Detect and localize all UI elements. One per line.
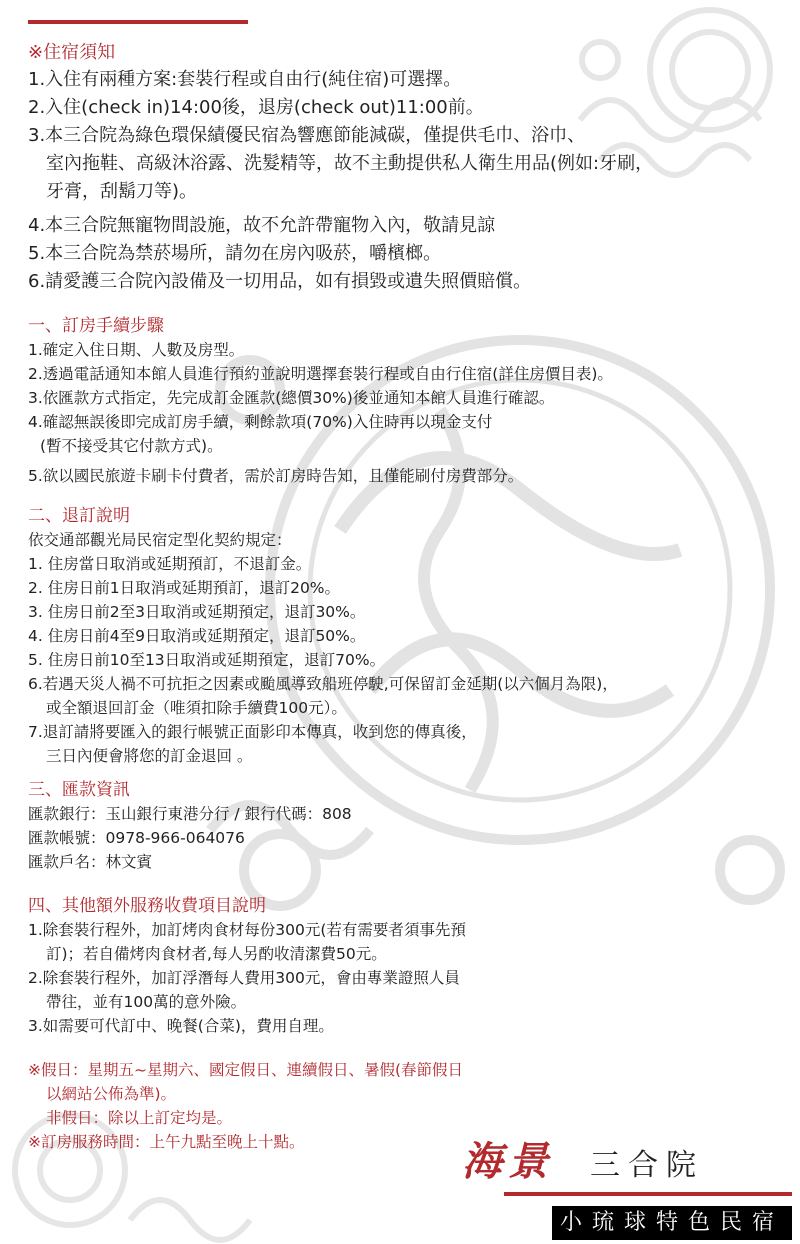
- brand-underline: [504, 1192, 792, 1196]
- brand-logo: [462, 1130, 792, 1240]
- non-holiday-definition: 非假日：除以上訂定均是。: [46, 1109, 233, 1127]
- refund-item: 2. 住房日前1日取消或延期預訂，退訂20%。: [28, 579, 341, 597]
- content: [28, 40, 788, 1154]
- booking-item: 2.透過電話通知本館人員進行預約並說明選擇套裝行程或自由行住宿(詳住房價目表)。: [28, 365, 613, 383]
- extra-item: 2.除套裝行程外，加訂浮潛每人費用300元，會由專業證照人員: [28, 969, 460, 987]
- booking-section: [28, 314, 788, 488]
- refund-item: 或全額退回訂金（唯須扣除手續費100元）。: [46, 699, 347, 717]
- brand-tagline: 小琉球特色民宿: [552, 1206, 792, 1240]
- extra-item: 3.如需要可代訂中、晚餐(合菜)，費用自理。: [28, 1017, 334, 1035]
- refund-item: 4. 住房日前4至9日取消或延期預定，退訂50%。: [28, 627, 366, 645]
- extra-section: [28, 894, 788, 1038]
- refund-item: 3. 住房日前2至3日取消或延期預定，退訂30%。: [28, 603, 366, 621]
- notice-item: 牙膏，刮鬍刀等)。: [46, 181, 198, 202]
- top-accent-line: [28, 20, 248, 24]
- notice-section: [28, 40, 788, 296]
- booking-title: 一、訂房手續步驟: [28, 316, 164, 336]
- notice-item: 5.本三合院為禁菸場所，請勿在房內吸菸，嚼檳榔。: [28, 243, 442, 264]
- notice-item: 室內拖鞋、高級沐浴露、洗髮精等，故不主動提供私人衛生用品(例如:牙刷，: [46, 153, 654, 174]
- holiday-definition-note: 以網站公佈為準)。: [46, 1085, 177, 1103]
- refund-section: [28, 504, 788, 768]
- extra-item: 1.除套裝行程外，加訂烤肉食材每份300元(若有需要者須事先預: [28, 921, 466, 939]
- remit-section: [28, 778, 788, 874]
- service-hours: ※訂房服務時間：上午九點至晚上十點。: [28, 1133, 305, 1151]
- notice-item: 4.本三合院無寵物間設施，故不允許帶寵物入內，敬請見諒: [28, 215, 496, 236]
- booking-item: 5.欲以國民旅遊卡刷卡付費者，需於訂房時告知，且僅能刷付房費部分。: [28, 467, 524, 485]
- refund-item: 7.退訂請將要匯入的銀行帳號正面影印本傳真，收到您的傳真後，: [28, 723, 477, 741]
- booking-item: 4.確認無誤後即完成訂房手續，剩餘款項(70%)入住時再以現金支付: [28, 413, 493, 431]
- notice-item: 3.本三合院為綠色環保績優民宿為響應節能減碳，僅提供毛巾、浴巾、: [28, 125, 586, 146]
- booking-item: (暫不接受其它付款方式)。: [40, 437, 223, 455]
- booking-item: 1.確定入住日期、人數及房型。: [28, 341, 245, 359]
- remit-title: 三、匯款資訊: [28, 780, 130, 800]
- notice-item: 6.請愛護三合院內設備及一切用品，如有損毀或遺失照價賠償。: [28, 271, 532, 292]
- extra-item: 帶往，並有100萬的意外險。: [46, 993, 247, 1011]
- notice-item: 1.入住有兩種方案:套裝行程或自由行(純住宿)可選擇。: [28, 69, 462, 90]
- refund-item: 5. 住房日前10至13日取消或延期預定，退訂70%。: [28, 651, 386, 669]
- refund-item: 1. 住房當日取消或延期預訂，不退訂金。: [28, 555, 312, 573]
- notice-title: ※住宿須知: [28, 42, 116, 63]
- holiday-definition: ※假日：星期五~星期六、國定假日、連續假日、暑假(春節假日: [28, 1061, 464, 1079]
- brand-suffix: 三合院: [590, 1148, 704, 1183]
- refund-title: 二、退訂說明: [28, 506, 130, 526]
- extra-title: 四、其他額外服務收費項目說明: [28, 896, 266, 916]
- remit-account: 匯款帳號：0978-966-064076: [28, 829, 245, 847]
- refund-intro: 依交通部觀光局民宿定型化契約規定：: [28, 531, 292, 549]
- extra-item: 訂)；若自備烤肉食材者,每人另酌收清潔費50元。: [46, 945, 387, 963]
- notice-item: 2.入住(check in)14:00後，退房(check out)11:00前。: [28, 97, 484, 118]
- refund-item: 6.若遇天災人禍不可抗拒之因素或颱風導致船班停駛,可保留訂金延期(以六個月為限)，: [28, 675, 618, 693]
- remit-bank: 匯款銀行：玉山銀行東港分行 / 銀行代碼：808: [28, 805, 352, 823]
- brand-name: 海景: [462, 1138, 554, 1185]
- booking-item: 3.依匯款方式指定，先完成訂金匯款(總價30%)後並通知本館人員進行確認。: [28, 389, 555, 407]
- refund-item: 三日內便會將您的訂金退回 。: [46, 747, 253, 765]
- remit-holder: 匯款戶名：林文賓: [28, 853, 153, 871]
